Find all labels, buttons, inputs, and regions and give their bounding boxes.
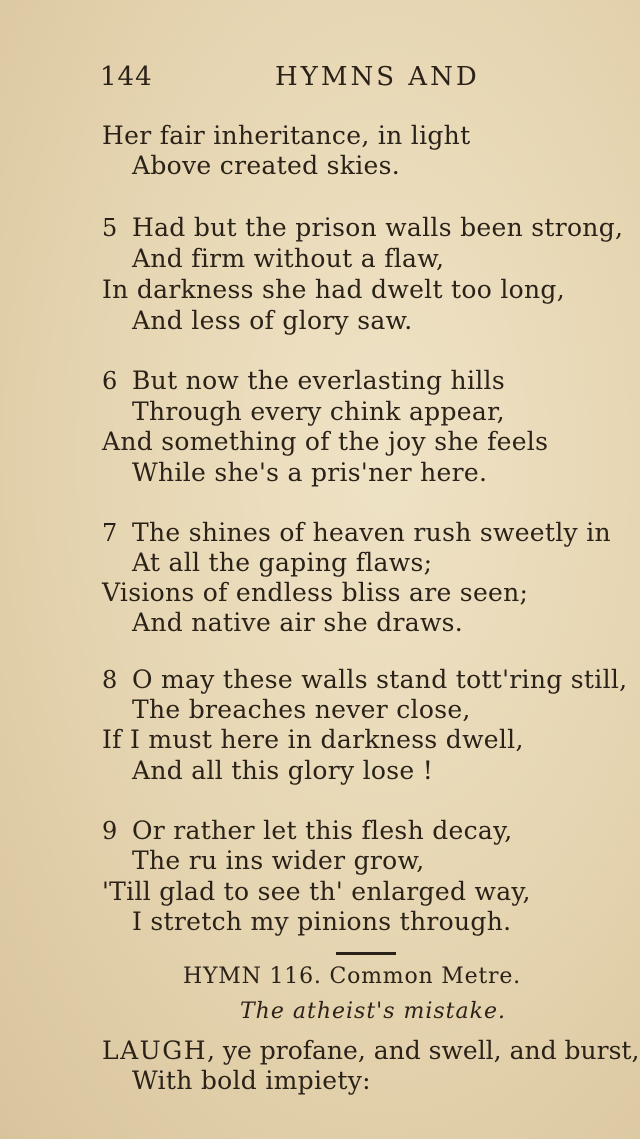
verse-line: And something of the joy she feels [102, 427, 549, 456]
verse-line: If I must here in darkness dwell, [102, 725, 524, 754]
verse-line: Or rather let this flesh decay, [132, 816, 513, 845]
verse-line: 'Till glad to see th' enlarged way, [102, 877, 531, 906]
verse-line: The shines of heaven rush sweetly in [132, 518, 611, 547]
verse-line: Visions of endless bliss are seen; [102, 578, 529, 607]
verse-line: Above created skies. [132, 151, 400, 180]
verse-line: O may these walls stand tott'ring still, [132, 665, 628, 694]
verse-number: 9 [102, 817, 118, 845]
section-rule [336, 952, 396, 955]
verse-line: At all the gaping flaws; [132, 548, 433, 577]
hymn-title: HYMN 116. Common Metre. [183, 964, 521, 989]
hymn-first-line [102, 1036, 639, 1066]
verse-line: Had but the prison walls been strong, [132, 213, 624, 242]
verse-line: Through every chink appear, [132, 397, 505, 426]
hymn-second-line: With bold impiety: [132, 1066, 371, 1095]
verse-line: I stretch my pinions through. [132, 907, 512, 936]
verse-line: And native air she draws. [132, 608, 464, 637]
hymn-first-word: LAUGH [102, 1036, 207, 1065]
verse-line: And all this glory lose ! [132, 756, 434, 785]
verse-line: The ru ins wider grow, [132, 846, 425, 875]
hymn-first-line-rest: , ye profane, and swell, and burst, [207, 1036, 640, 1065]
verse-line: And firm without a flaw, [132, 244, 445, 273]
running-title: HYMNS AND [275, 62, 480, 92]
verse-number: 8 [102, 666, 118, 694]
page-number: 144 [100, 62, 153, 92]
verse-number: 5 [102, 214, 118, 242]
verse-number: 7 [102, 519, 118, 547]
verse-line: The breaches never close, [132, 695, 471, 724]
verse-line: And less of glory saw. [132, 306, 413, 335]
hymn-subtitle: The atheist's mistake. [240, 999, 506, 1024]
verse-line: While she's a pris'ner here. [132, 458, 488, 487]
verse-line: In darkness she had dwelt too long, [102, 275, 565, 304]
verse-line: Her fair inheritance, in light [102, 121, 471, 150]
verse-number: 6 [102, 367, 118, 395]
page-header [100, 62, 620, 102]
verse-line: But now the everlasting hills [132, 366, 505, 395]
